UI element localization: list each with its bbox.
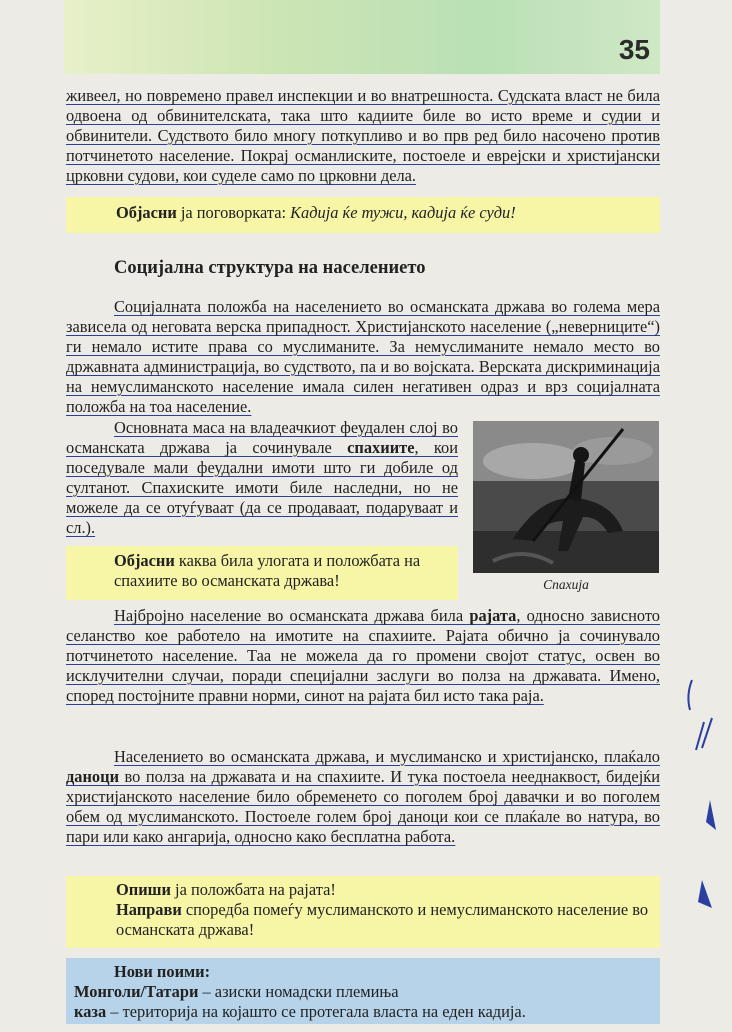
proverb-text: Кадија ќе тужи, кадија ќе суди!	[290, 203, 516, 222]
new-terms-box: Нови поими: Монголи/Татари – азиски номадски племиња каза – територија на којашто се протегала власта на еден кадија.	[66, 958, 660, 1024]
task-box-raya: Опиши ја положбата на рајата! Направи споредба помеѓу муслиманското и немуслиманското население во османската држава!	[66, 876, 660, 948]
task-verb: Објасни	[114, 551, 175, 570]
paragraph-court-system: живеел, но повремено правел инспекции и во внатрешноста. Судската власт не била одвоена од обвинителската, така што кадиите биле во исто време и судии и обвинители. Судството било многу поткупливо и во прв ред било насочено против потчинетото население. Покрај османлиските, постоеле и еврејски и христијански црковни судови, кои суделе само по црковни дела.	[66, 86, 660, 185]
paragraph-raya: Најбројно население во османската држава била рајата, односно зависното селанство кое работело на имотите на спахиите. Рајата обично ја сочинувало потчинетото население. Таа не можела да го промени својот статус, освен во исклучителни случаи, поради специјални заслуги во полза на државата. Имено, според постојните правни норми, синот на рајата бил исто така раја.	[66, 606, 660, 705]
paragraph-taxes: Населението во османската држава, и муслиманско и христијанско, плаќало даноци во полза на државата и на спахиите. И тука постоела нееднаквост, бидејќи христијанското население било обременето со поголем број давачки и во поголем обем од муслиманското. Постоеле голем број даноци кои се плаќале во натура, во пари или како ангарија, односно како бесплатна работа.	[66, 747, 660, 846]
task-verb: Објасни	[116, 203, 177, 222]
pen-marks-icon	[676, 640, 732, 940]
paragraph-social-position: Социјалната положба на населението во османската држава во голема мера зависела од неговата верска припадност. Христијанското население („неверниците“) ги немало истите права со муслиманите. За немуслиманите немало место во државната администрација, во судството, па и во војската. Верската дискриминација на немуслиманското население имала силен негативен одраз и врз социјалната положба на тоа население.	[66, 297, 660, 416]
task-box-proverb: Објасни ја поговорката: Кадија ќе тужи, кадија ќе суди!	[66, 197, 660, 233]
horseman-icon	[473, 421, 659, 573]
task-box-spahis: Објасни каква била улогата и положбата на спахиите во османската држава!	[66, 546, 458, 600]
figure-caption: Спахија	[543, 577, 589, 592]
term-item: Монголи/Татари – азиски номадски племиња	[74, 982, 399, 1001]
section-heading: Социјална структура на населението	[114, 258, 426, 278]
paragraph-spahis: Основната маса на владеачкиот феудален слој во османската држава ја сочинувале спахиите, кои поседувале мали феудални имоти што ги добиле од султанот. Спахиските имоти биле наследни, но не можеле да се отуѓуваат (да се продаваат, подаруваат и сл.).	[66, 418, 458, 537]
header-band	[64, 0, 660, 74]
new-terms-title: Нови поими	[114, 962, 205, 981]
spahi-illustration	[473, 421, 659, 573]
task-verb: Опиши	[116, 880, 171, 899]
term-item: каза – територија на којашто се протегала власта на еден кадија.	[74, 1002, 526, 1021]
page-number: 35	[618, 34, 650, 65]
task-verb: Направи	[116, 900, 182, 919]
